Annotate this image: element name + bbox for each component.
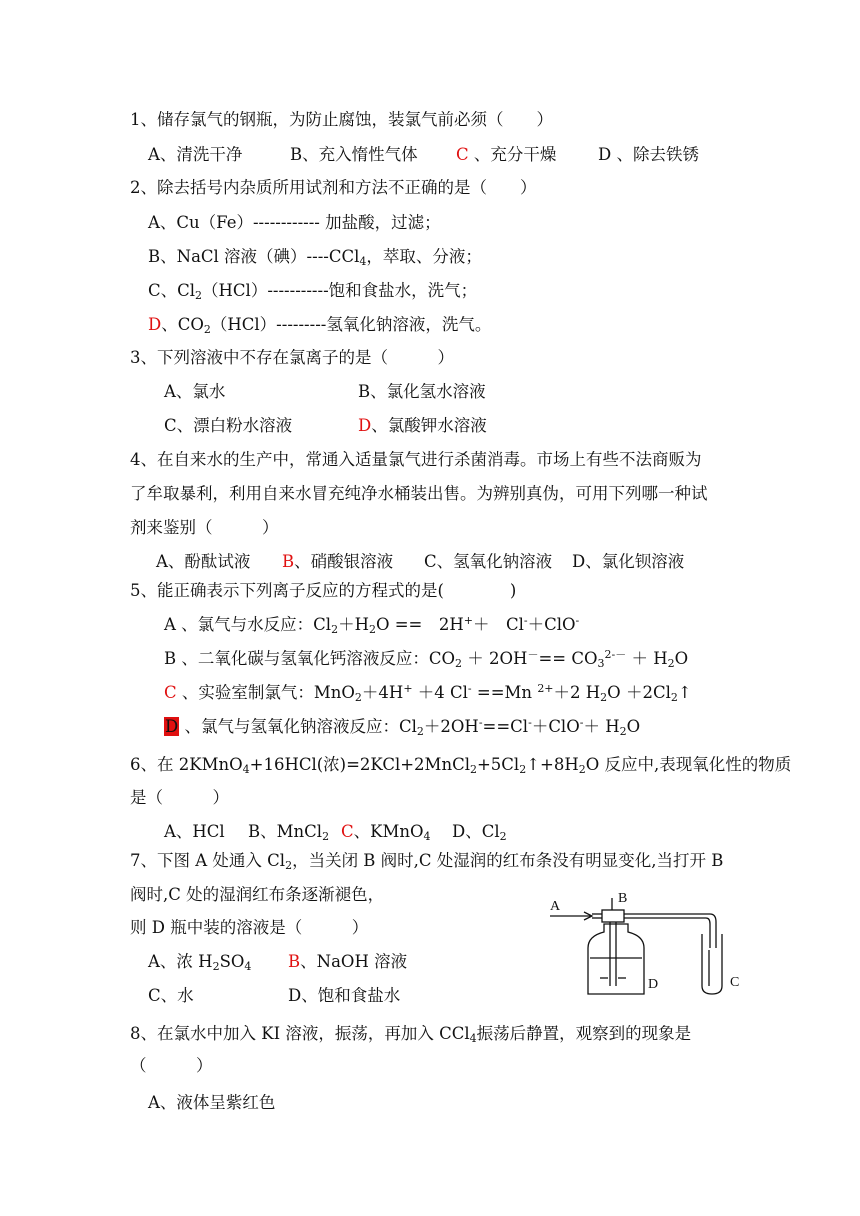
q2-option-d: D、$CO_2(HCl)---------$氢氧化钠溶液，洗气。 [148, 315, 492, 336]
q1-option-a: A、清洗干净 [148, 145, 243, 164]
q4-line-2: 了牟取暴利，利用自来水冒充纯净水桶装出售。为辨别真伪，可用下列哪一种试 [130, 484, 708, 503]
q4-option-a: A、酚酞试液 [156, 552, 251, 571]
diagram-label-b: B [618, 891, 628, 906]
valve-b [602, 910, 624, 922]
q1-stem: 1、储存氯气的钢瓶，为防止腐蚀，装氯气前必须（ ） [130, 110, 553, 129]
q7-line-1: 7、下图 A 处通入 $Cl_2$，当关闭 B 阀时,C 处湿润的红布条没有明显变化,当打开 B [130, 851, 724, 872]
q7-line-3: 则 D 瓶中装的溶液是（ ） [130, 918, 369, 937]
q6-option-b: B、MnCl$_2$ [248, 822, 330, 843]
q8-line-1: 8、在氯水中加入 KI 溶液，振荡，再加入 CCl$_4$振荡后静置，观察到的现象是 [130, 1024, 692, 1045]
test-tube-c [702, 934, 722, 994]
q6-option-d: D、$Cl_2$ [452, 822, 507, 843]
diagram-label-d: D [648, 977, 659, 992]
q3-stem: 3、下列溶液中不存在氯离子的是（ ） [130, 348, 454, 367]
q3-option-c: C、漂白粉水溶液 [164, 416, 293, 435]
diagram-label-c: C [730, 975, 740, 990]
q5-option-d: D 、氯气与氢氧化钠溶液反应：$Cl_2+2OH^-==Cl^-+ClO^-+ H_2O$ [165, 716, 641, 738]
q1-option-d: D 、除去铁锈 [598, 145, 699, 164]
q2-stem: 2、除去括号内杂质所用试剂和方法不正确的是（ ） [130, 178, 537, 197]
q3-option-a: A、氯水 [164, 382, 226, 401]
q5-stem: 5、能正确表示下列离子反应的方程式的是( ) [130, 581, 517, 600]
q7-line-2: 阀时,C 处的湿润红布条逐渐褪色， [130, 885, 385, 904]
q1-option-c: C 、充分干燥 [456, 145, 557, 164]
q6-option-a: A、HCl [164, 822, 225, 841]
q5-option-b: B 、二氧化碳与氢氧化钙溶液反应：$CO_2 + 2OH^-== CO_3^{2--} + H_2O$ [164, 648, 689, 670]
q7-option-b: B、NaOH 溶液 [288, 952, 408, 971]
q4-line-1: 4、在自来水的生产中，常通入适量氯气进行杀菌消毒。市场上有些不法商贩为 [130, 450, 702, 469]
q1-option-b: B、充入惰性气体 [290, 145, 418, 164]
q2-option-c: C、$Cl_2(HCl)-----------$饱和食盐水，洗气； [148, 281, 478, 302]
q7-option-d: D、饱和食盐水 [288, 986, 401, 1005]
q5-option-a: A 、氯气与水反应：$Cl_2+H_2O$ == 2H+＋ Cl-＋ClO- [164, 614, 580, 636]
q6-line-2: 是（ ） [130, 788, 229, 807]
diagram-label-a: A [550, 899, 561, 914]
q4-option-c: C、氢氧化钠溶液 [424, 552, 553, 571]
q3-option-d: D、氯酸钾水溶液 [358, 416, 487, 435]
q6-line-1: 6、在 2KMnO$_4$+16HCl(浓)$=2KCl+2MnCl_2+5Cl_2↑+8H_2O$ 反应中,表现氧化性的物质 [130, 755, 792, 776]
q7-option-c: C、水 [148, 986, 194, 1005]
q3-option-b: B、氯化氢水溶液 [358, 382, 486, 401]
q4-option-d: D、氯化钡溶液 [572, 552, 685, 571]
q5-option-c: C 、实验室制氯气：MnO$_2$＋4H+ ＋4 Cl- ==Mn $^{2+}$＋2 $H_2O$ $+2Cl_2↑$ [164, 682, 692, 704]
q8-option-a: A、液体呈紫红色 [148, 1093, 276, 1112]
q4-option-b: B、硝酸银溶液 [282, 552, 394, 571]
q8-line-2: （ ） [130, 1056, 213, 1075]
q7-option-a: A、浓 $H_2SO_4$ [148, 952, 252, 973]
q2-option-b: B、NaCl 溶液（碘）----CCl$_4$，萃取、分液； [148, 247, 482, 268]
gas-washing-apparatus-diagram [546, 888, 746, 1000]
q6-option-c: C、KMnO$_4$ [341, 822, 431, 843]
q4-line-3: 剂来鉴别（ ） [130, 518, 279, 537]
q2-option-a: A、Cu（Fe）------------ 加盐酸，过滤； [148, 213, 441, 232]
